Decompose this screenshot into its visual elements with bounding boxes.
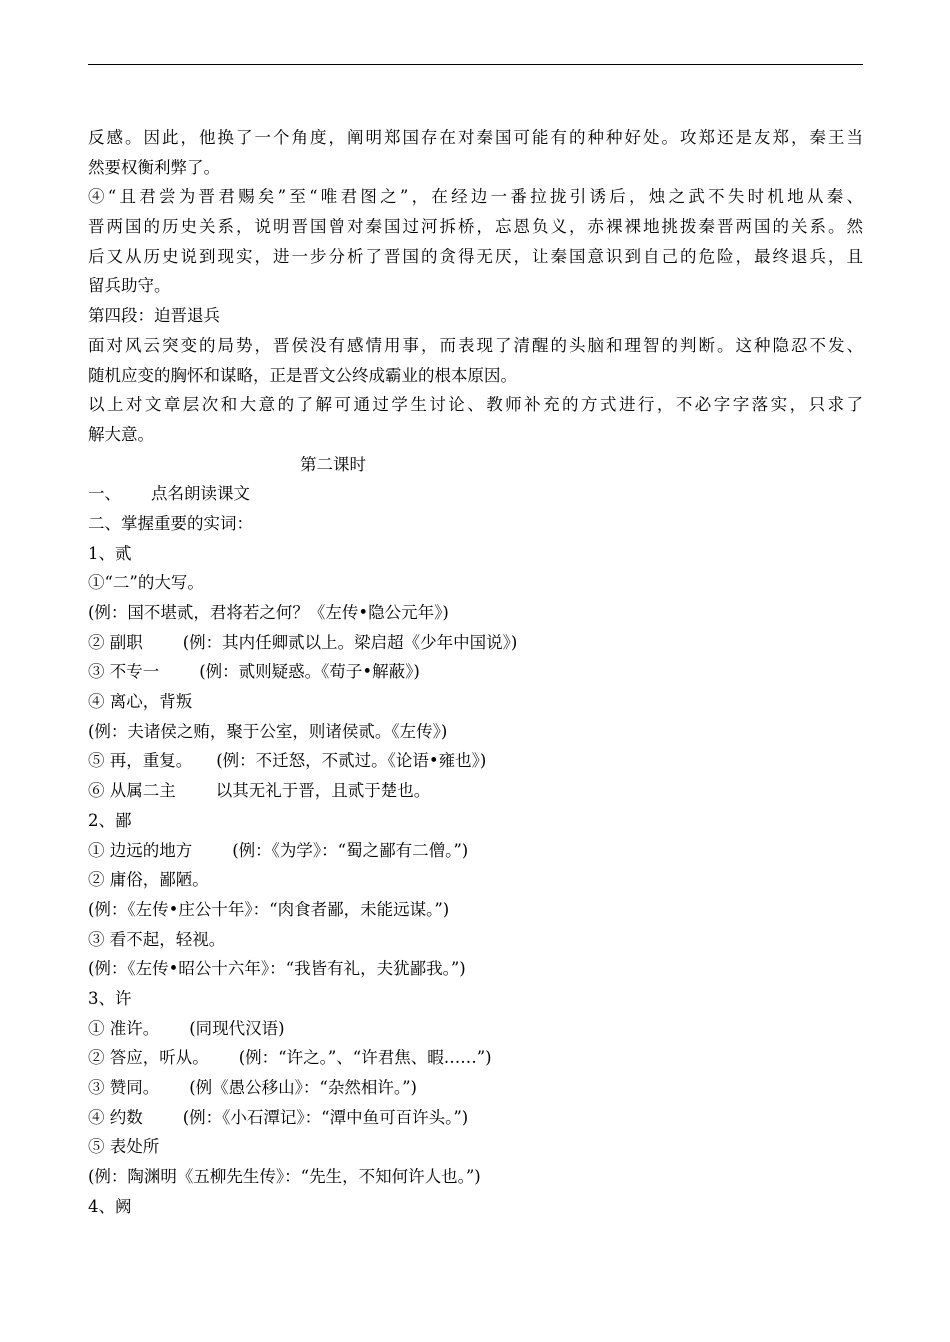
example: (例：其内任卿贰以上。梁启超《少年中国说》) [182, 632, 518, 652]
example: (同现代汉语) [189, 1018, 285, 1038]
definition: ② 副职 [88, 632, 143, 652]
definition-line [88, 1014, 863, 1044]
header-rule [88, 64, 863, 65]
section-heading: 第四段：迫晋退兵 [88, 306, 220, 326]
example-line: (例：陶渊明《五柳先生传》：“先生，不知何许人也。”) [88, 1167, 481, 1187]
example: (例：《为学》：“蜀之鄙有二僧。”) [232, 840, 469, 860]
paragraph-line: 以上对文章层次和大意的了解可通过学生讨论、教师补充的方式进行，不必字字落实，只求了 [88, 395, 863, 415]
definition-line [88, 1103, 863, 1133]
definition: ① 边远的地方 [88, 840, 193, 860]
example: (例：《小石潭记》：“潭中鱼可百许头。”) [182, 1107, 469, 1127]
definition: ⑤ 再，重复。 [88, 751, 193, 771]
example: 以其无礼于晋，且贰于楚也。 [215, 781, 431, 801]
word-heading: 4、阙 [88, 1196, 132, 1216]
definition: ② 答应，听从。 [88, 1048, 209, 1068]
word-heading: 3、许 [88, 988, 132, 1008]
definition-line [88, 836, 863, 866]
word-heading: 2、鄙 [88, 810, 132, 830]
definition: ③ 赞同。 [88, 1078, 160, 1097]
example-line: (例：《左传•庄公十年》：“肉食者鄙，未能远谋。”) [88, 899, 450, 919]
definition-line: ④ 离心，背叛 [88, 692, 193, 712]
definition-line [88, 628, 863, 658]
paragraph-line: 解大意。 [88, 424, 154, 444]
definition-line: ①“二”的大写。 [88, 573, 204, 593]
definition-line [88, 1073, 863, 1103]
paragraph-line: 面对风云突变的局势，晋侯没有感情用事，而表现了清醒的头脑和理智的判断。这种隐忍不发、 [88, 335, 863, 355]
definition-line: ② 庸俗，鄙陋。 [88, 870, 209, 890]
example-line: (例：《左传•昭公十六年》：“我皆有礼，夫犹鄙我。”) [88, 959, 466, 979]
definition: ① 准许。 [88, 1018, 160, 1038]
definition-line [88, 657, 863, 687]
definition-line [88, 1043, 863, 1073]
definition-line: ⑤ 表处所 [88, 1137, 160, 1157]
paragraph-line: 晋两国的历史关系，说明晋国曾对秦国过河拆桥，忘恩负义，赤裸裸地挑拨秦晋两国的关系。然 [88, 217, 863, 237]
example: (例《愚公移山》：“杂然相许。”) [189, 1078, 417, 1097]
example: (例：贰则疑惑。《荀子•解蔽》) [199, 662, 420, 682]
paragraph-line: 反感。因此，他换了一个角度，阐明郑国存在对秦国可能有的种种好处。攻郑还是友郑，秦王当 [88, 128, 863, 147]
paragraph-line: ④“且君尝为晋君赐矣”至“唯君图之”，在经边一番拉拢引诱后，烛之武不失时机地从秦、 [88, 187, 863, 207]
definition-line: ③ 看不起，轻视。 [88, 929, 226, 949]
example-line: (例：国不堪贰，君将若之何？《左传•隐公元年》) [88, 603, 449, 622]
paragraph-line: 留兵助守。 [88, 276, 171, 296]
example: (例：不迁怒，不贰过。《论语•雍也》) [216, 751, 487, 771]
definition: ⑥ 从属二主 [88, 781, 176, 801]
paragraph-line: 后又从历史说到现实，进一步分析了晋国的贪得无厌，让秦国意识到自己的危险，最终退兵，且 [88, 246, 863, 266]
paragraph-line: 然要权衡利弊了。 [88, 157, 220, 177]
definition: ④ 约数 [88, 1107, 143, 1127]
list-text: 点名朗读课文 [151, 484, 250, 504]
definition: ③ 不专一 [88, 662, 160, 682]
list-item [88, 479, 863, 509]
example-line: (例：夫诸侯之贿，聚于公室，则诸侯贰。《左传》) [88, 721, 448, 741]
lesson-title: 第二课时 [300, 454, 366, 474]
definition-line [88, 746, 863, 776]
paragraph-line: 随机应变的胸怀和谋略，正是晋文公终成霸业的根本原因。 [88, 365, 517, 385]
list-item: 二、掌握重要的实词： [88, 513, 253, 533]
list-number: 一、 [88, 484, 121, 504]
word-heading: 1、贰 [88, 543, 132, 563]
definition-line [88, 776, 863, 806]
example: (例：“许之。”、“许君焦、暇……”) [238, 1048, 492, 1068]
document-body [88, 123, 863, 1221]
